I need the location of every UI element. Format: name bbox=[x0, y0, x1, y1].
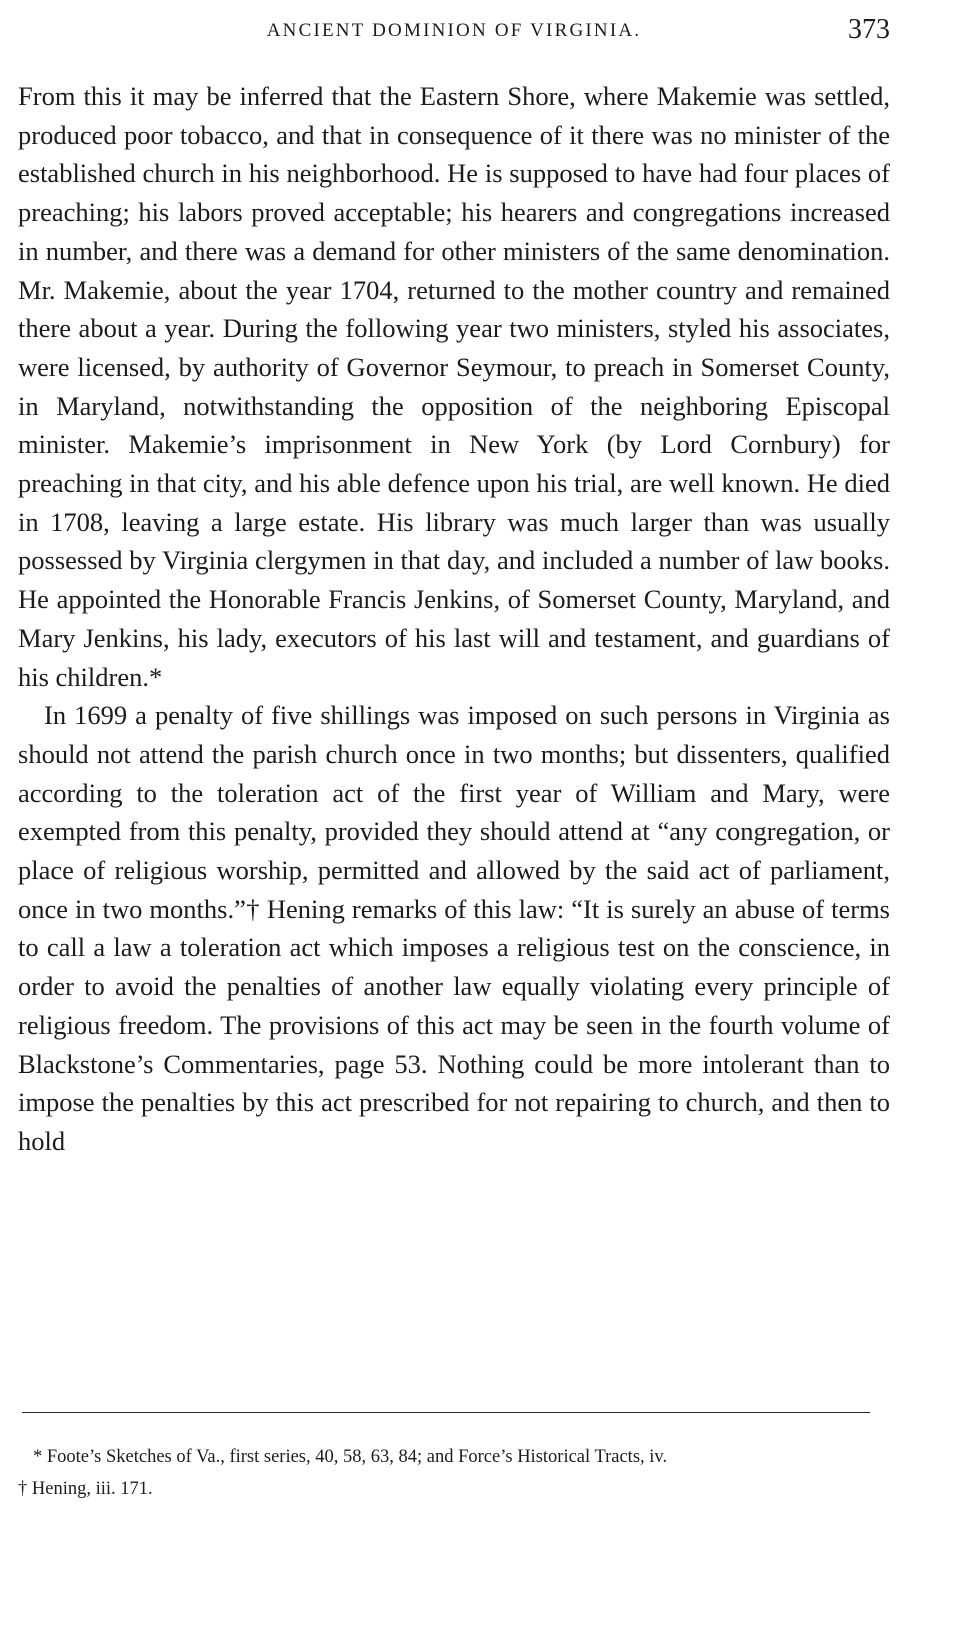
running-title: ANCIENT DOMINION OF VIRGINIA. bbox=[266, 20, 642, 41]
running-head bbox=[18, 14, 890, 48]
paragraph-penalty: In 1699 a penalty of five shillings was imposed on such persons in Virginia as should not attend the parish church once in two months; but dissenters, qualified according to the toleration act of the first year of William and Mary, were exempted from this penalty, provided they should attend at “any congregation, or place of religious worship, permitted and allowed by the said act of parliament, once in two months.”† Hening remarks of this law: “It is surely an abuse of terms to call a law a toleration act which imposes a religious test on the conscience, in order to avoid the penalties of another law equally violating every principle of religious freedom. The provisions of this act may be seen in the fourth volume of Blackstone’s Commentaries, page 53. Nothing could be more intolerant than to impose the penalties by this act prescribed for not repairing to church, and then to hold bbox=[18, 700, 890, 1156]
paragraph-makemie: From this it may be inferred that the Eastern Shore, where Makemie was settled, produced poor tobacco, and that in consequence of it there was no minister of the established church in his neighborhood. He is supposed to have had four places of preaching; his labors proved acceptable; his hearers and congregations increased in number, and there was a demand for other ministers of the same denomination. Mr. Makemie, about the year 1704, returned to the mother country and remained there about a year. During the following year two ministers, styled his associates, were licensed, by authority of Governor Seymour, to preach in Somerset County, in Maryland, notwithstanding the opposition of the neighboring Episcopal minister. Makemie’s imprisonment in New York (by Lord Cornbury) for preaching in that city, and his able defence upon his trial, are well known. He died in 1708, leaving a large estate. His library was much larger than was usually possessed by Virginia clergymen in that day, and included a number of law books. He appointed the Honorable Francis Jenkins, of Somerset County, Maryland, and Mary Jenkins, his lady, executors of his last will and testament, and guardians of his children.* bbox=[18, 81, 890, 692]
footnote-rule bbox=[22, 1412, 870, 1413]
body-text bbox=[18, 77, 890, 1161]
footnotes bbox=[18, 1441, 890, 1505]
page-number: 373 bbox=[848, 14, 890, 45]
footnote-foote: * Foote’s Sketches of Va., first series, 40, 58, 63, 84; and Force’s Historical Tracts, iv. bbox=[33, 1447, 668, 1467]
footnote-hening: † Hening, iii. 171. bbox=[18, 1479, 153, 1499]
